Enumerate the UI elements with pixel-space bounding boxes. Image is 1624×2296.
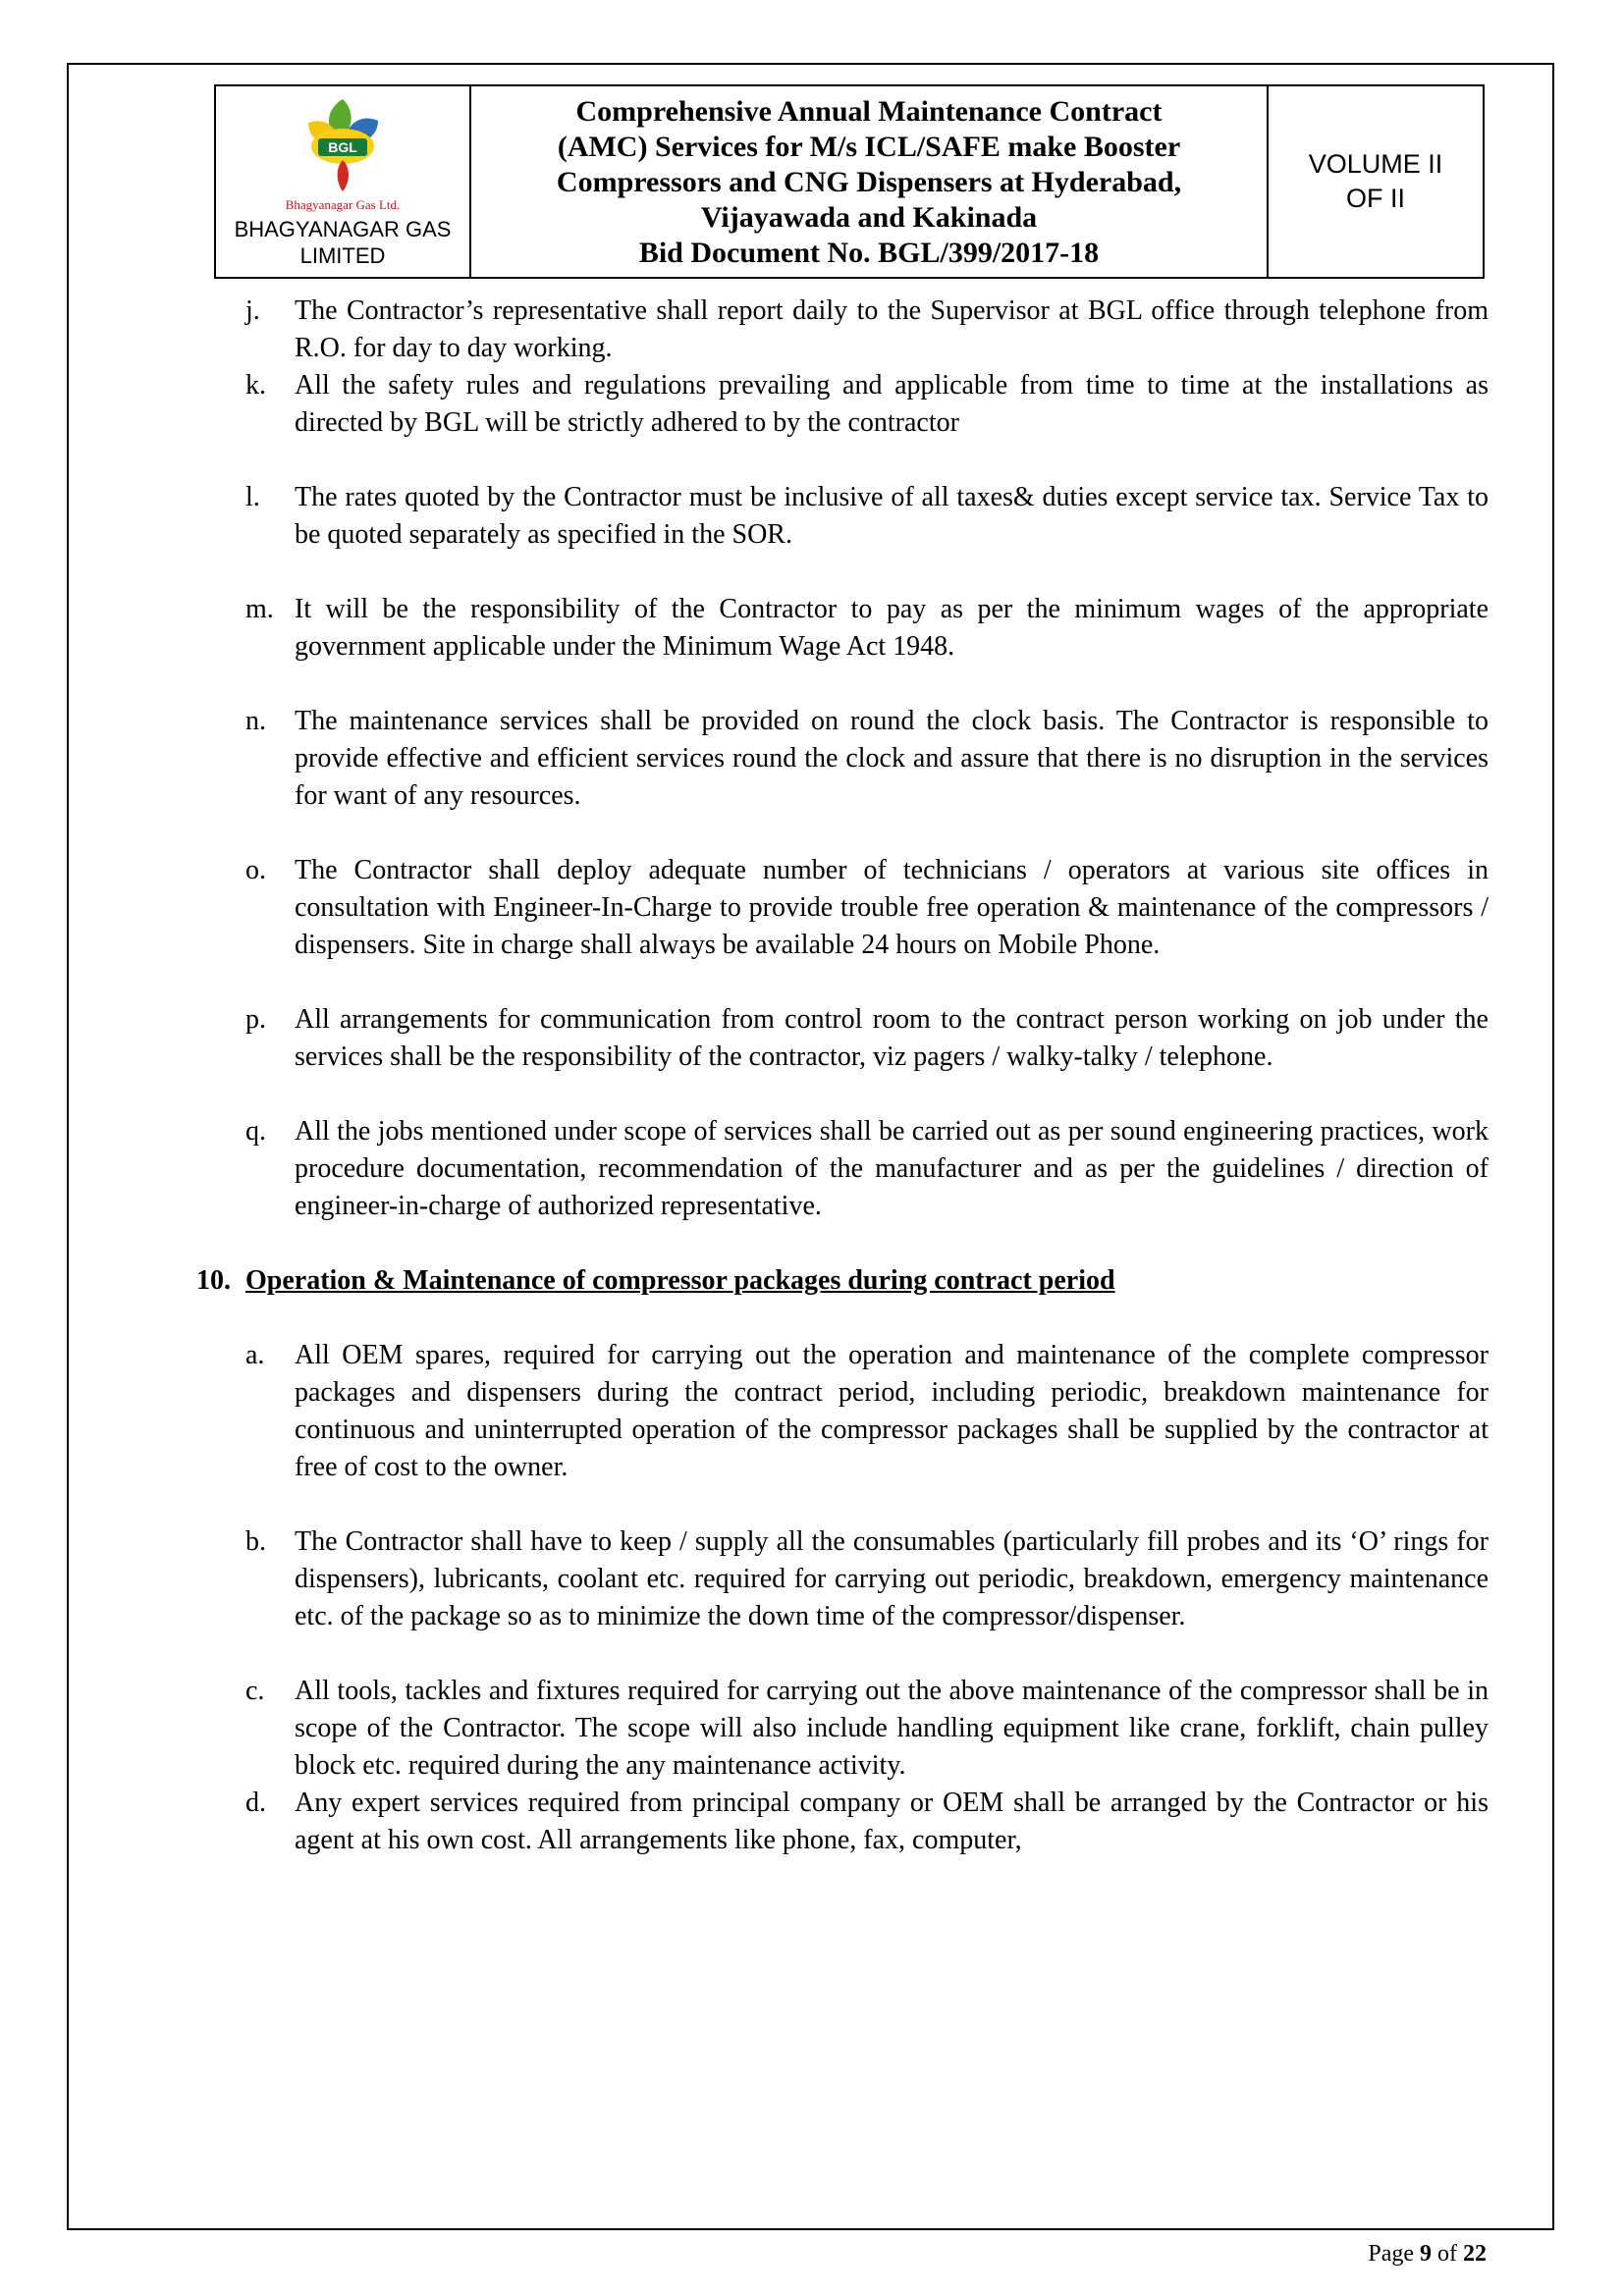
document-title <box>471 86 1269 277</box>
footer-page-word: Page <box>1368 2241 1420 2267</box>
clause-text: All OEM spares, required for carrying out the operation and maintenance of the complete compressor packages and dispensers during the contract period, including periodic, breakdown maintenance for continuous and uninterrupted operation of the compressor packages shall be supplied by the contractor at free of cost to the owner. <box>295 1340 1489 1482</box>
clause-label: k. <box>245 370 266 400</box>
document-body <box>196 293 1489 1896</box>
clause-text: All tools, tackles and fixtures required for carrying out the above maintenance of the compressor shall be in scope of the Contractor. The scope will also include handling equipment like crane, forklift, chain pulley block etc. required during the any maintenance activity. <box>295 1676 1489 1781</box>
clause-label: c. <box>245 1676 265 1706</box>
section-title: Operation & Maintenance of compressor packages during contract period <box>245 1265 1115 1296</box>
title-line: (AMC) Services for M/s ICL/SAFE make Booster <box>557 131 1181 163</box>
clause-label: n. <box>245 706 266 736</box>
volume-line1: VOLUME II <box>1308 149 1443 179</box>
page-footer <box>1368 2239 1487 2269</box>
org-name-line2: LIMITED <box>299 242 386 268</box>
section-number: 10. <box>196 1265 231 1296</box>
sub-clause-d <box>245 1785 1489 1859</box>
clause-label: m. <box>245 594 274 624</box>
clause-k <box>245 367 1489 442</box>
clause-text: Any expert services required from principal company or OEM shall be arranged by the Contractor or his agent at his own cost. All arrangements like phone, fax, computer, <box>295 1788 1489 1855</box>
clause-n <box>245 703 1489 815</box>
title-line: Compressors and CNG Dispensers at Hyderabad, <box>556 166 1182 198</box>
clause-text: The Contractor shall deploy adequate number of technicians / operators at various site offices in consultation with Engineer-In-Charge to provide trouble free operation & maintenance of the compressors / dispensers. Site in charge shall always be available 24 hours on Mobile Phone. <box>295 855 1489 960</box>
clause-text: The maintenance services shall be provided on round the clock basis. The Contractor is responsible to provide effective and efficient services round the clock and assure that there is no disruption in the services for want of any resources. <box>295 706 1489 811</box>
clause-text: All the jobs mentioned under scope of services shall be carried out as per sound engineering practices, work procedure documentation, recommendation of the manufacturer and as per the guidelines / direction of engineer-in-charge of authorized representative. <box>295 1116 1489 1221</box>
org-name <box>235 216 452 269</box>
clause-m <box>245 591 1489 666</box>
title-line: Comprehensive Annual Maintenance Contract <box>575 95 1163 128</box>
clause-text: The Contractor shall have to keep / supply all the consumables (particularly fill probes and its ‘O’ rings for dispensers), lubricants, coolant etc. required for carrying out periodic, breakdown, emergency maintenance etc. of the package so as to minimize the down time of the compressor/dispenser. <box>295 1526 1489 1631</box>
clause-o <box>245 852 1489 964</box>
clause-text: The rates quoted by the Contractor must be inclusive of all taxes& duties except service tax. Service Tax to be quoted separately as specified in the SOR. <box>295 482 1489 550</box>
logo-acronym: BGL <box>328 138 357 155</box>
clause-j <box>245 293 1489 367</box>
logo-tagline: Bhagyanagar Gas Ltd. <box>285 196 401 212</box>
footer-of-word: of <box>1432 2241 1463 2267</box>
bid-document-number: Bid Document No. BGL/399/2017-18 <box>638 237 1100 269</box>
org-name-line1: BHAGYANAGAR GAS <box>234 216 452 241</box>
clause-label: p. <box>245 1004 266 1035</box>
clause-label: q. <box>245 1116 266 1147</box>
clause-label: o. <box>245 855 266 885</box>
sub-clause-b <box>245 1523 1489 1635</box>
clause-label: j. <box>245 295 260 326</box>
footer-page-number: 9 <box>1420 2241 1432 2267</box>
clause-label: a. <box>245 1340 265 1370</box>
clause-q <box>245 1113 1489 1225</box>
header-logo-cell <box>216 86 471 277</box>
volume-line2: OF II <box>1346 184 1405 213</box>
sub-clause-c <box>245 1673 1489 1785</box>
clause-label: b. <box>245 1526 266 1557</box>
clause-label: l. <box>245 482 260 512</box>
clause-text: It will be the responsibility of the Contractor to pay as per the minimum wages of the appropriate government applicable under the Minimum Wage Act 1948. <box>295 594 1489 662</box>
section-10-heading <box>196 1262 1489 1300</box>
clause-text: The Contractor’s representative shall report daily to the Supervisor at BGL office through telephone from R.O. for day to day working. <box>295 295 1489 363</box>
clause-text: All arrangements for communication from control room to the contract person working on job under the services shall be the responsibility of the contractor, viz pagers / walky-talky / telephone. <box>295 1004 1489 1072</box>
header-table <box>214 84 1485 279</box>
footer-total-pages: 22 <box>1463 2241 1487 2267</box>
clause-label: d. <box>245 1788 266 1818</box>
clause-p <box>245 1001 1489 1076</box>
volume-label <box>1269 86 1483 277</box>
clause-l <box>245 479 1489 554</box>
clause-text: All the safety rules and regulations prevailing and applicable from time to time at the installations as directed by BGL will be strictly adhered to by the contractor <box>295 370 1489 438</box>
sub-clause-a <box>245 1337 1489 1486</box>
title-line: Vijayawada and Kakinada <box>700 201 1038 234</box>
bgl-logo-icon <box>283 95 403 197</box>
